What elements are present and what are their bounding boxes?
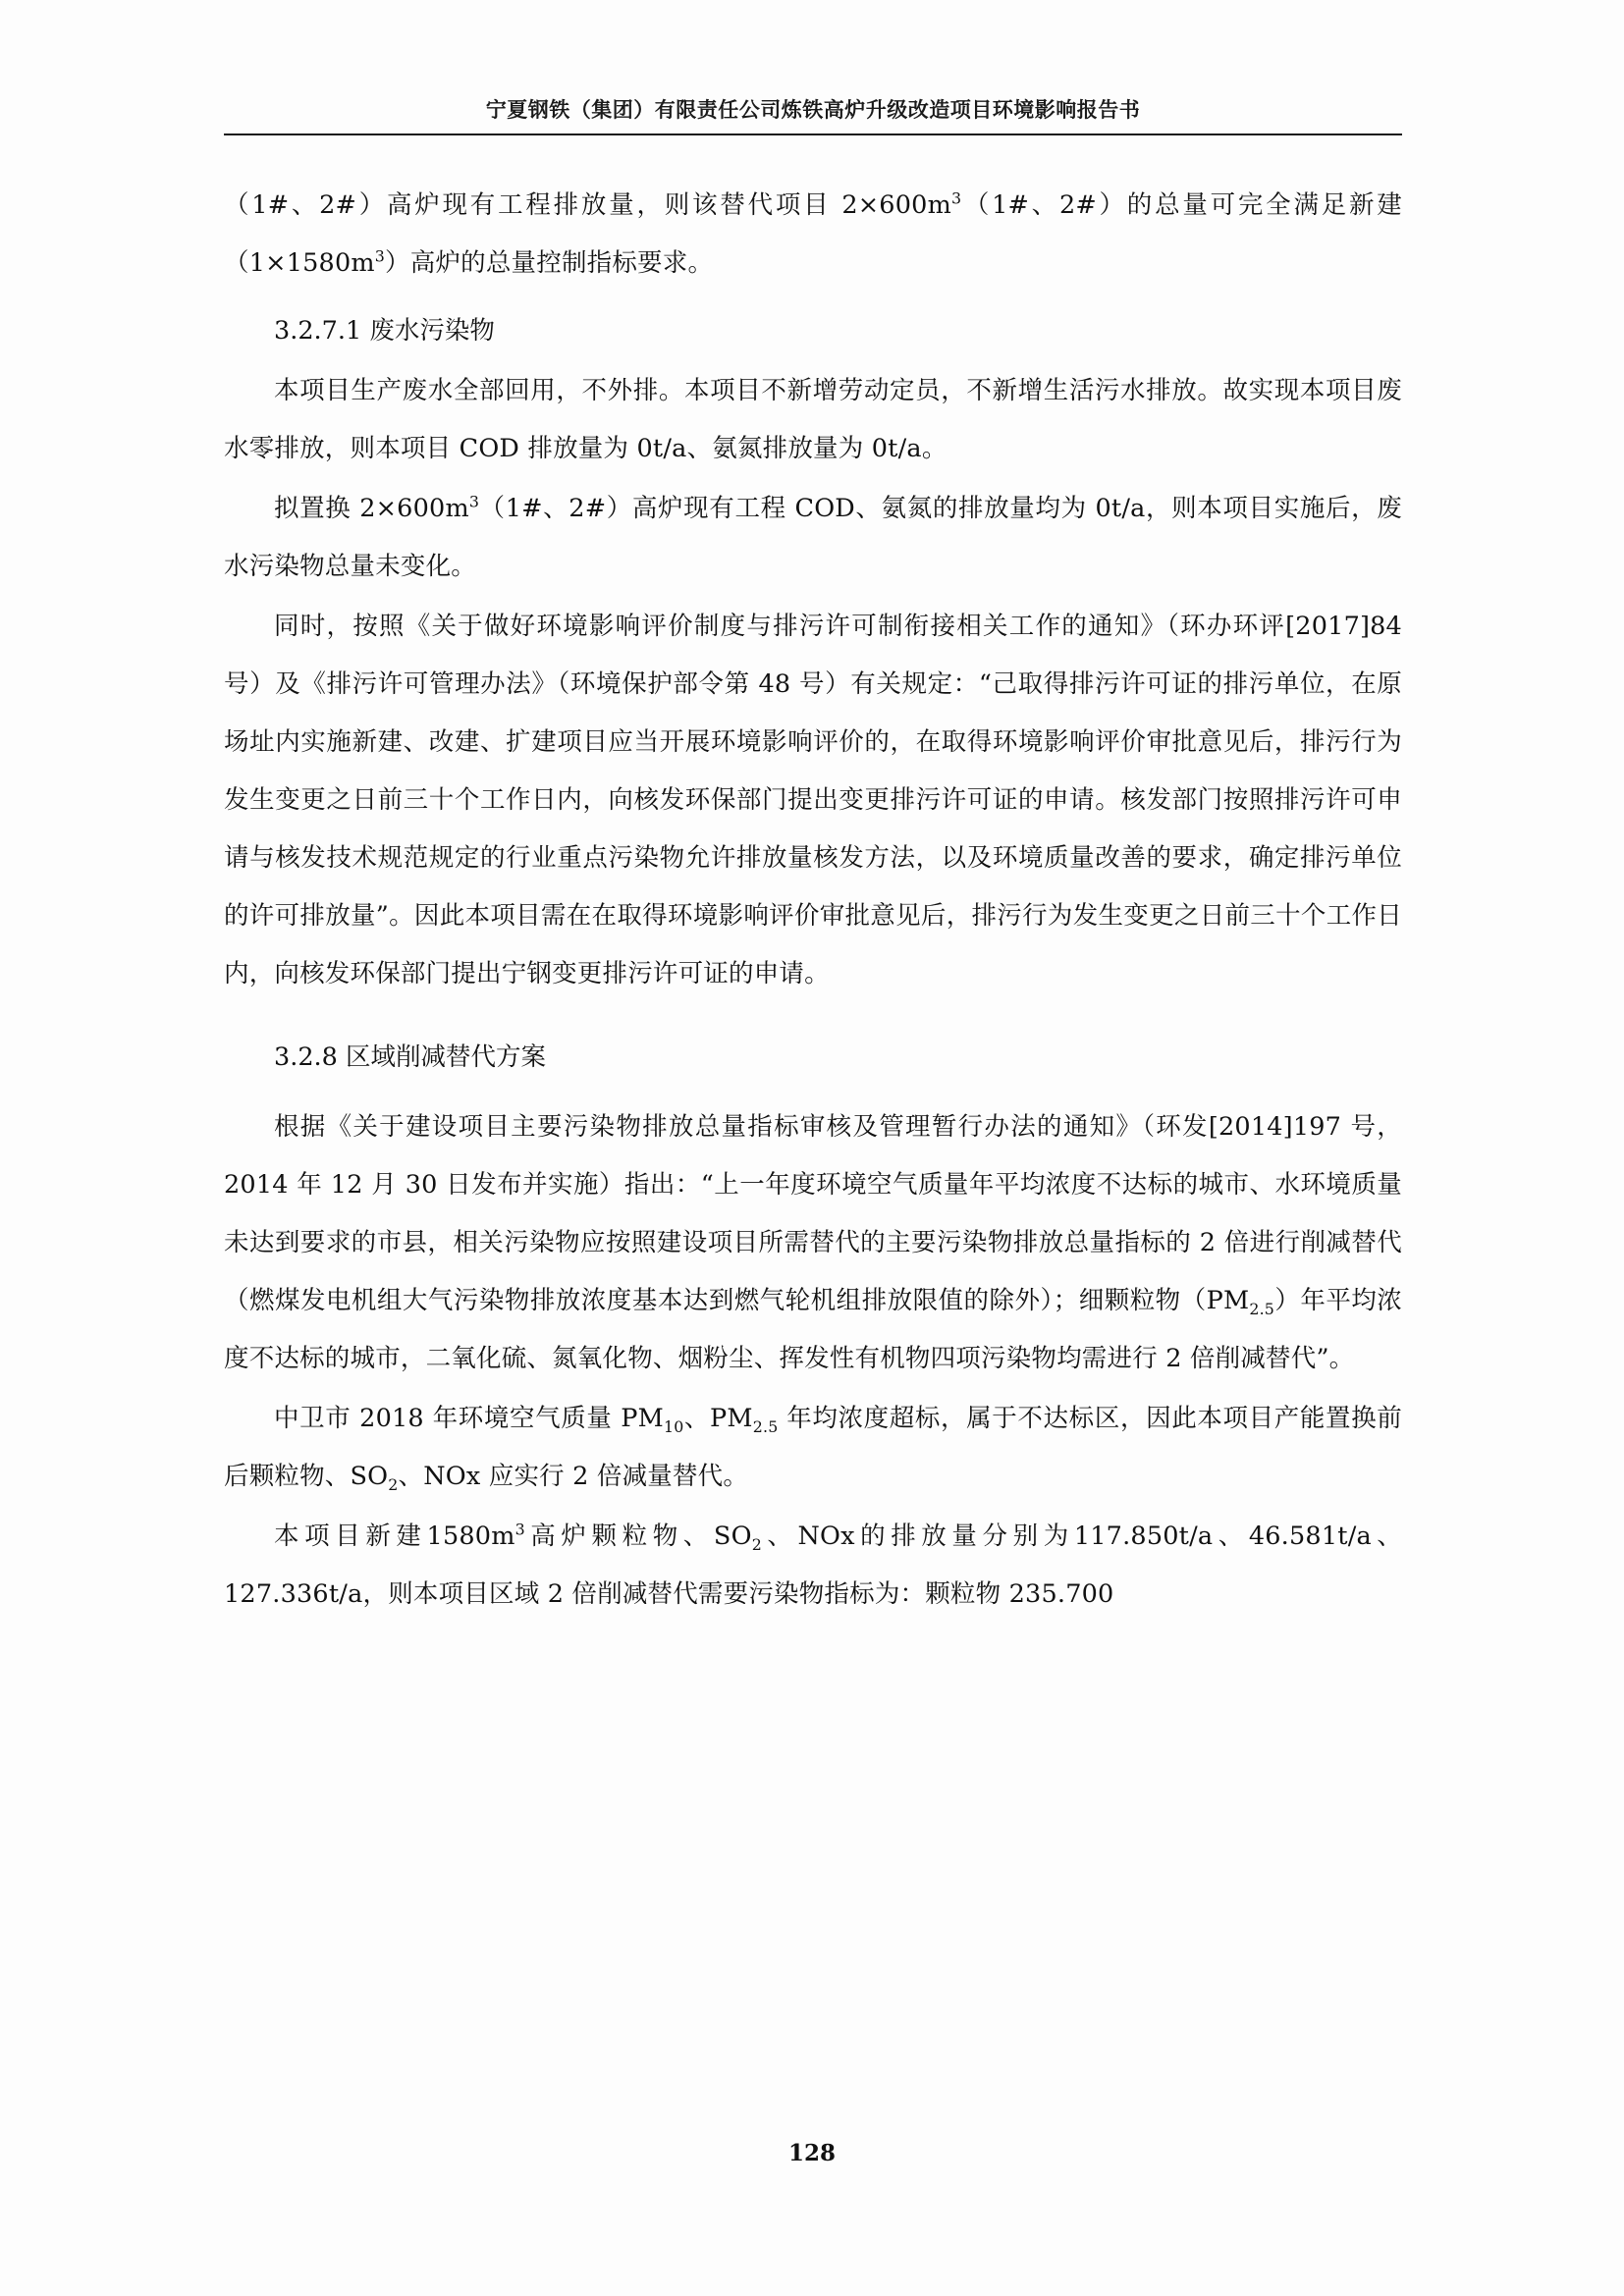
heading-3-2-8: 3.2.8 区域削减替代方案 <box>274 1042 546 1072</box>
page-number: 128 <box>787 2140 836 2166</box>
paragraph-wastewater: 本项目生产废水全部回用，不外排。本项目不新增劳动定员，不新增生活污水排放。故实现本项目废水零排放，则本项目 COD 排放量为 0t/a、氨氮排放量为 0t/a。 <box>224 376 1402 463</box>
paragraph-replacement: 拟置换 $2\times 600m^3(1\#$、2#）高炉现有工程 COD、氨氮的排放量均为 0t/a，则本项目实施后，废水污染物总量未变化。 <box>224 492 1402 581</box>
paragraph-zhongwei-air-quality: 中卫市 2018 年环境空气质量 $PM_{10}$、$PM_{2.5}$ 年均浓度超标，属于不达标区，因此本项目产能置换前后颗粒物、$SO_2$、NOx 应实行 2 倍减量替代。 <box>224 1404 1403 1495</box>
page-content <box>224 94 1402 1626</box>
page-header-title: 宁夏钢铁（集团）有限责任公司炼铁高炉升级改造项目环境影响报告书 <box>485 97 1141 122</box>
paragraph-continued: （1#、2#）高炉现有工程排放量，则该替代项目 $2\times 600m^3(1\#$、2#）的总量可完全满足新建$(1\times 1580m^3)$高炉的总量控制指标要求。 <box>224 188 1402 278</box>
heading-3-2-7-1: 3.2.7.1 废水污染物 <box>274 316 495 346</box>
paragraph-emission-figures: 本项目新建$1580m^3$高炉颗粒物、$SO_2$、NOx的排放量分别为117.850t/a、46.581t/a、127.336t/a，则本项目区域 2 倍削减替代需要污染物指标为：颗粒物 235.700 <box>224 1520 1402 1609</box>
paragraph-policy-basis: 根据《关于建设项目主要污染物排放总量指标审核及管理暂行办法的通知》（环发[2014]197 号，2014 年 12 月 30 日发布并实施）指出：“上一年度环境空气质量年平均浓度不达标的城市、水环境质量未达到要求的市县，相关污染物应按照建设项目所需替代的主要污染物排放总量指标的 2 倍进行削减替代（燃煤发电机组大气污染物排放浓度基本达到燃气轮机组排放限值的除外）；细颗粒物$(PM_{2.5})$年平均浓度不达标的城市，二氧化硫、氮氧化物、烟粉尘、挥发性有机物四项污染物均需进行 2 倍削减替代”。 <box>224 1112 1402 1373</box>
header-divider <box>224 133 1402 135</box>
paragraph-notice: 同时，按照《关于做好环境影响评价制度与排污许可制衔接相关工作的通知》（环办环评[2017]84 号）及《排污许可管理办法》（环境保护部令第 48 号）有关规定：“己取得排污许可证的排污单位，在原场址内实施新建、改建、扩建项目应当开展环境影响评价的，在取得环境影响评价审批意见后，排污行为发生变更之日前三十个工作日内，向核发环保部门提出变更排污许可证的申请。核发部门按照排污许可申请与核发技术规范规定的行业重点污染物允许排放量核发方法，以及环境质量改善的要求，确定排污单位的许可排放量”。因此本项目需在在取得环境影响评价审批意见后，排污行为发生变更之日前三十个工作日内，向核发环保部门提出宁钢变更排污许可证的申请。 <box>224 612 1402 988</box>
